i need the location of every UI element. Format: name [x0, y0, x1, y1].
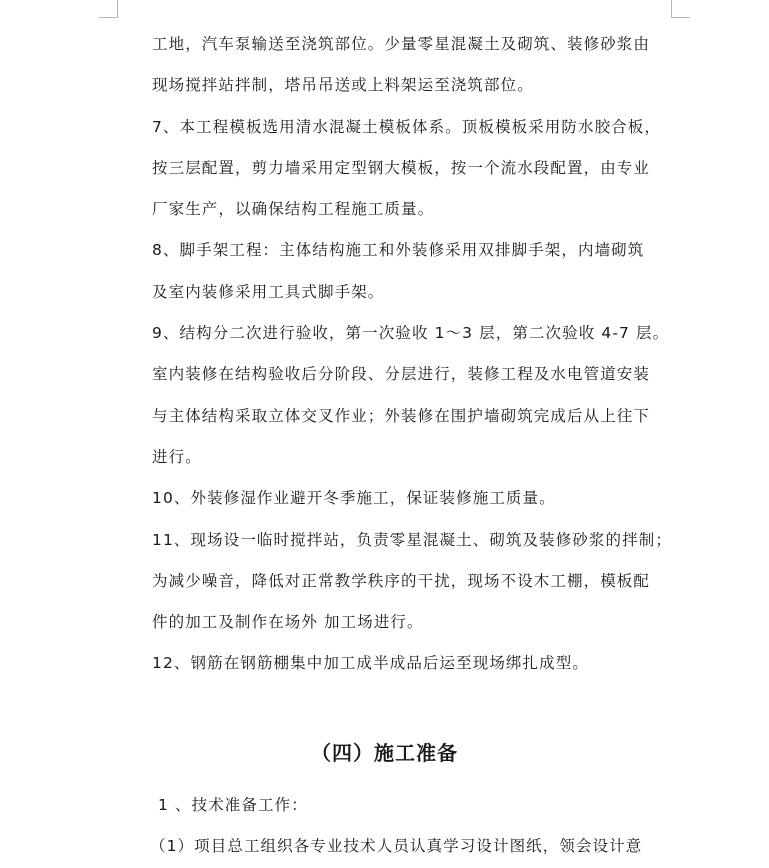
- text-line: 为减少噪音，降低对正常教学秩序的干扰，现场不设木工棚，模板配: [152, 571, 651, 590]
- body-text: [152, 24, 672, 685]
- text-line: 工地，汽车泵输送至浇筑部位。少量零星混凝土及砌筑、装修砂浆由: [152, 35, 651, 53]
- prep-section: [152, 785, 682, 868]
- prep-subitem: （1）项目总工组织各专业技术人员认真学习设计图纸，领会设计意: [150, 837, 643, 856]
- text-line: 11、现场设一临时搅拌站，负责零星混凝土、砌筑及装修砂浆的拌制；: [152, 530, 672, 549]
- section-heading: （四）施工准备: [311, 741, 458, 765]
- crop-mark-left-vertical: [117, 0, 118, 18]
- prep-item: 1 、技术准备工作：: [158, 796, 308, 814]
- text-line: 及室内装修采用工具式脚手架。: [152, 282, 385, 301]
- text-line: 8、脚手架工程：主体结构施工和外装修采用双排脚手架，内墙砌筑: [152, 241, 645, 260]
- text-line: 按三层配置，剪力墙采用定型钢大模板，按一个流水段配置，由专业: [152, 158, 651, 177]
- text-line: 进行。: [152, 447, 202, 466]
- text-line: 厂家生产，以确保结构工程施工质量。: [152, 200, 435, 219]
- text-line: 10、外装修湿作业避开冬季施工，保证装修施工质量。: [152, 489, 556, 508]
- crop-mark-right-horizontal: [672, 17, 690, 18]
- text-line: 12、钢筋在钢筋棚集中加工成半成品后运至现场绑扎成型。: [152, 654, 589, 673]
- crop-mark-right-vertical: [671, 0, 672, 18]
- text-line: 件的加工及制作在场外 加工场进行。: [152, 613, 424, 632]
- text-line: 室内装修在结构验收后分阶段、分层进行，装修工程及水电管道安装: [152, 365, 651, 384]
- text-line: 7、本工程模板选用清水混凝土模板体系。顶板模板采用防水胶合板，: [152, 117, 661, 136]
- text-line: 现场搅拌站拌制，塔吊吊送或上料架运至浇筑部位。: [152, 76, 534, 95]
- crop-mark-left-horizontal: [99, 17, 117, 18]
- text-line: 9、结构分二次进行验收，第一次验收 1～3 层，第二次验收 4-7 层。: [152, 324, 670, 343]
- text-line: 与主体结构采取立体交叉作业；外装修在围护墙砌筑完成后从上往下: [152, 406, 651, 425]
